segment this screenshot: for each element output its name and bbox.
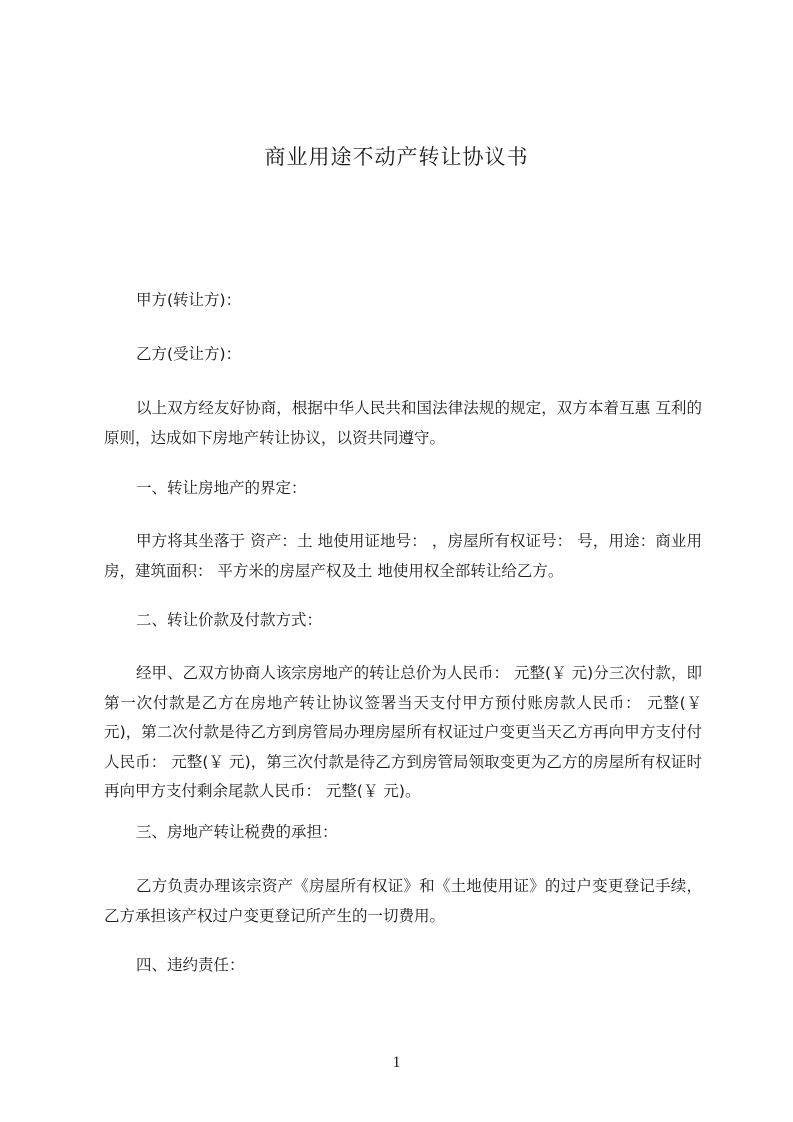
document-title: 商业用途不动产转让协议书: [264, 145, 529, 169]
section-4-heading: 四、违约责任：: [136, 956, 245, 974]
section-2-body: 经甲、乙双方协商人该宗房地产的转让总价为人民币： 元整(￥ 元)分三次付款，即第一次付款是乙方在房地产转让协议签署当天支付甲方预付账房款人民币： 元整(￥ 元)，第二次付款是待乙方到房管局办理房屋所有权证过户变更当天乙方再向甲方支付付人民币： 元整(￥ 元)，第三次付款是待乙方到房管局领取变更为乙方的房屋所有权证时再向甲方支付剩余尾款人民币： 元整(￥ 元)。: [104, 664, 702, 800]
party-b-line: 乙方(受让方)：: [136, 345, 242, 363]
section-3-body: 乙方负责办理该宗资产《房屋所有权证》和《土地使用证》的过户变更登记手续，乙方承担该产权过户变更登记所产生的一切费用。: [104, 877, 702, 925]
section-1-body: 甲方将其坐落于 资产：土 地使用证地号： ，房屋所有权证号： 号，用途：商业用房，建筑面积： 平方米的房屋产权及土 地使用权全部转让给乙方。: [104, 532, 702, 580]
section-1-heading: 一、转让房地产的界定：: [136, 479, 307, 497]
section-3-heading: 三、房地产转让税费的承担：: [136, 823, 338, 841]
intro-paragraph: 以上双方经友好协商，根据中华人民共和国法律法规的规定，双方本着互惠 互利的原则，达成如下房地产转让协议，以资共同遵守。: [104, 399, 702, 447]
section-2-heading: 二、转让价款及付款方式：: [136, 611, 323, 629]
party-a-line: 甲方(转让方)：: [136, 291, 242, 309]
page-number: 1: [392, 1054, 401, 1071]
